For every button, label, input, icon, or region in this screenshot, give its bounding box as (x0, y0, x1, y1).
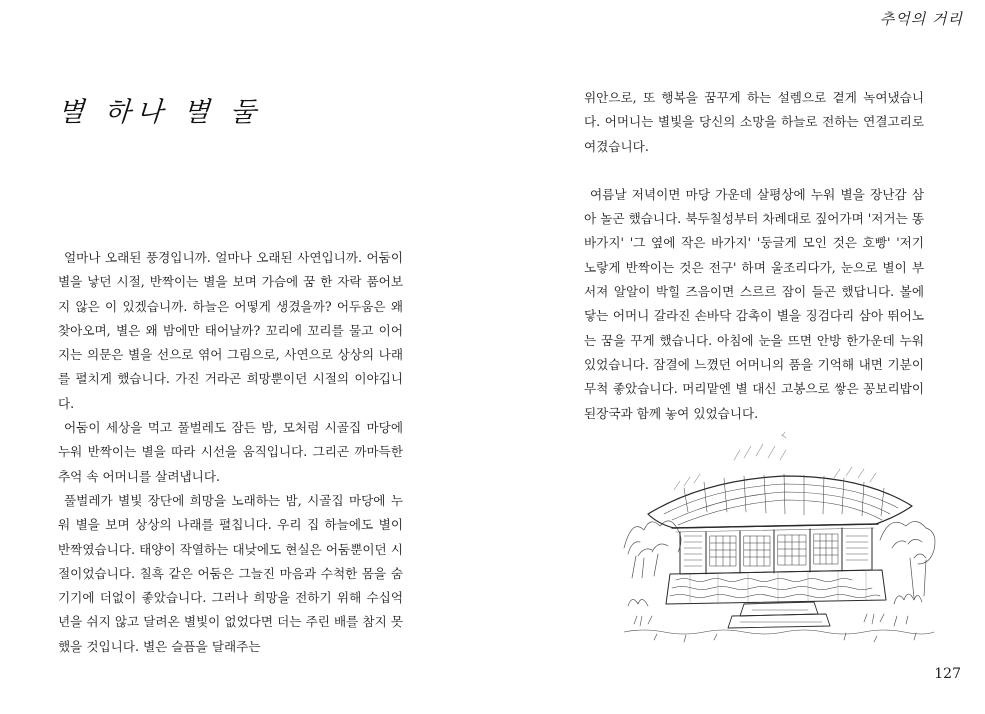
left-paragraph-2: 어둠이 세상을 먹고 풀벌레도 잠든 밤, 모처럼 시골집 마당에 누워 반짝이는 별을 따라 시선을 움직입니다. 그리곤 까마득한 추억 속 어머니를 살려냅니다. (58, 420, 403, 484)
page-number: 127 (934, 666, 961, 682)
left-paragraph-1: 얼마나 오래된 풍경입니까. 얼마나 오래된 사연입니까. 어둠이 별을 낳던 시절, 반짝이는 별을 보며 가슴에 꿈 한 자락 품어보지 않은 이 있겠습니까. 하늘은 어떻게 생겼을까? 어두움은 왜 찾아오며, 별은 왜 밤에만 태어날까? 꼬리에 꼬리를 물고 이어지는 의문은 별을 선으로 엮어 그림으로, 사연으로 상상의 나래를 펼치게 했습니다. 가진 거라곤 희망뿐이던 시절의 이야깁니다. (58, 250, 403, 411)
left-column (58, 246, 403, 659)
house-sketch-illustration (614, 428, 944, 650)
chapter-title: 별 하나 별 둘 (56, 97, 264, 128)
right-column (584, 86, 924, 426)
left-paragraph-3: 풀벌레가 별빛 장단에 희망을 노래하는 밤, 시골집 마당에 누워 별을 보며 상상의 나래를 펼칩니다. 우리 집 하늘에도 별이 반짝였습니다. 태양이 작열하는 대낮에도 현실은 어둠뿐이던 시절이었습니다. 칠흑 같은 어둠은 그늘진 마음과 수척한 몸을 숨기기에 더없이 좋았습니다. 그러나 희망을 전하기 위해 수십억 년을 쉬지 않고 달려온 별빛이 없었다면 더는 주린 배를 참지 못했을 것입니다. 별은 슬픔을 달래주는 (58, 492, 403, 654)
running-head: 추억의 거리 (879, 10, 963, 28)
right-paragraph-1: 위안으로, 또 행복을 꿈꾸게 하는 설렘으로 곁게 녹여냈습니다. 어머니는 별빛을 당신의 소망을 하늘로 전하는 연결고리로 여겼습니다. (584, 90, 924, 154)
right-paragraph-2: 여름날 저녁이면 마당 가운데 살평상에 누워 별을 장난감 삼아 놀곤 했습니다. 북두칠성부터 차례대로 짚어가며 '저거는 똥바가지' '그 옆에 작은 바가지' '둥글게 모인 것은 호빵' '저기 노랗게 반짝이는 것은 전구' 하며 울조리다가, 눈으로 별이 부서져 알알이 박힐 즈음이면 스르르 잠이 들곤 했답니다. 볼에 닿는 어머니 갈라진 손바닥 감촉이 별을 징검다리 삼아 뛰어노는 꿈을 꾸게 했습니다. 아침에 눈을 뜨면 안방 한가운데 누워있었습니다. 잠결에 느꼈던 어머니의 품을 기억해 내면 기분이 무척 좋았습니다. 머리맡엔 별 대신 고봉으로 쌓은 꽁보리밥이 된장국과 함께 놓여 있었습니다. (584, 186, 924, 421)
